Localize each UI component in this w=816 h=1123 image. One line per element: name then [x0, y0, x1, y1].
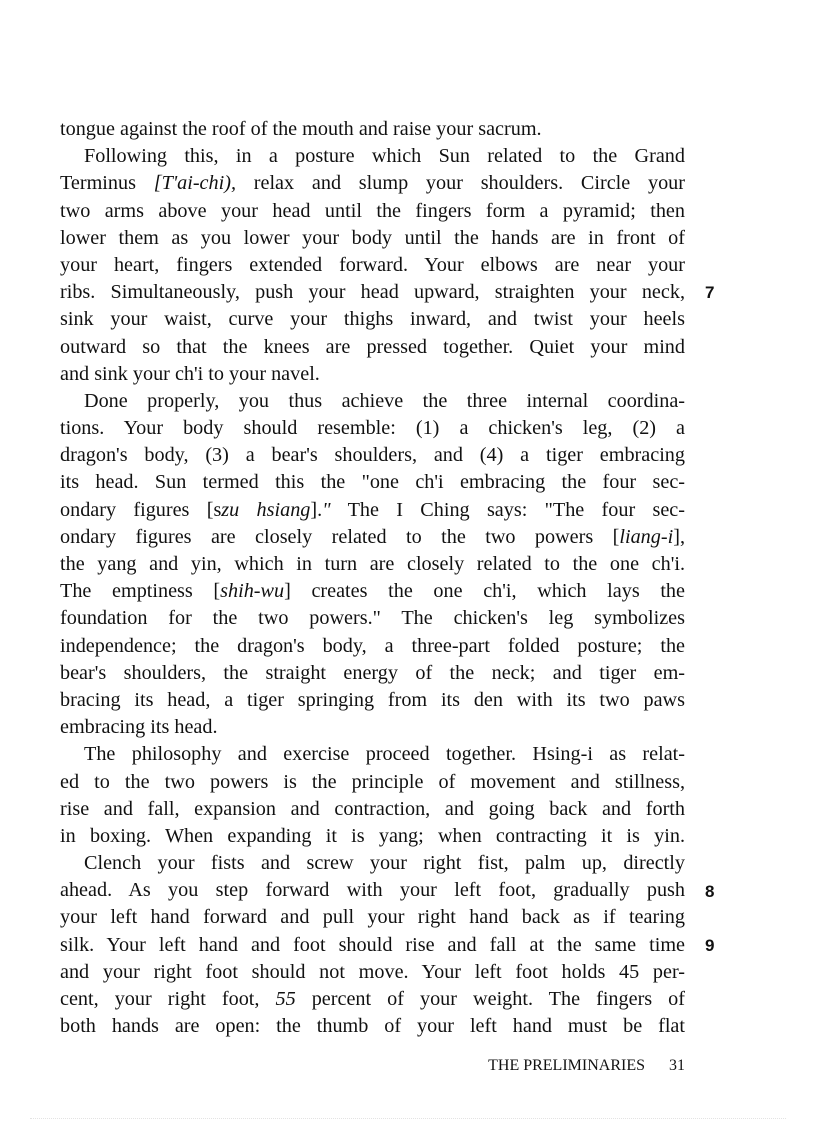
- text-run: bear's shoulders, the straight energy of the neck; and tiger em-: [60, 661, 685, 684]
- text-run: ],: [673, 525, 685, 548]
- text-run: The emptiness [: [60, 580, 221, 603]
- figure-marker: 7: [705, 283, 715, 303]
- text-line: [60, 850, 685, 877]
- text-run: independence; the dragon's body, a three-part folded posture; the: [60, 634, 685, 657]
- text-line: [60, 143, 685, 170]
- text-run: lower them as you lower your body until the hands are in front of: [60, 226, 685, 249]
- text-run: your left hand forward and pull your right hand back as if tearing: [60, 906, 685, 929]
- text-run: in boxing. When expanding it is yang; when contracting it is yin.: [60, 824, 685, 847]
- figure-marker: 9: [705, 936, 715, 955]
- text-line: [60, 225, 685, 252]
- figure-marker: 8: [705, 881, 715, 901]
- text-line: [60, 1013, 685, 1040]
- text-line: [60, 741, 685, 768]
- text-line: [60, 714, 685, 741]
- text-run: ] creates the one ch'i, which lays the: [284, 580, 685, 603]
- text-line: [60, 551, 685, 578]
- italic-term: shih-wu: [220, 580, 285, 603]
- text-line: [60, 388, 685, 415]
- text-line: [60, 877, 685, 904]
- text-run: ahead. As you step forward with your left foot, gradually push: [60, 879, 685, 902]
- text-run: sink your waist, curve your thighs inward, and twist your heels: [60, 308, 685, 331]
- text-line: [60, 823, 685, 850]
- text-line: [60, 605, 685, 632]
- italic-term: [T'ai-chi),: [153, 172, 236, 195]
- text-run: ondary figures [s: [60, 498, 222, 521]
- text-run: tongue against the roof of the mouth and raise your sacrum.: [60, 118, 542, 140]
- running-head: THE PRELIMINARIES: [488, 1057, 645, 1074]
- text-line: [60, 415, 685, 442]
- text-line: [60, 524, 685, 551]
- text-line: [60, 769, 685, 796]
- text-run: bracing its head, a tiger springing from its den with its two paws: [60, 688, 685, 711]
- text-run: Done properly, you thus achieve the three internal coordina-: [84, 389, 685, 412]
- text-run: The philosophy and exercise proceed together. Hsing-i as relat-: [84, 743, 685, 766]
- text-run: dragon's body, (3) a bear's shoulders, and (4) a tiger embracing: [60, 444, 685, 467]
- text-run: ed to the two powers is the principle of movement and stillness,: [60, 770, 685, 793]
- text-line: [60, 361, 685, 388]
- text-run: ].: [310, 498, 323, 521]
- text-line: [60, 306, 685, 333]
- page-number: 31: [669, 1057, 685, 1074]
- text-line: [60, 578, 685, 605]
- text-line: [60, 198, 685, 225]
- text-run: ribs. Simultaneously, push your head upward, straighten your neck,: [60, 281, 685, 304]
- text-line: [60, 252, 685, 279]
- text-line: [60, 660, 685, 687]
- text-run: The I Ching says: "The four sec-: [330, 498, 685, 521]
- text-line: [60, 796, 685, 823]
- italic-term: zu hsiang: [221, 498, 311, 521]
- text-run: both hands are open: the thumb of your left hand must be flat: [60, 1015, 685, 1038]
- italic-term: 55: [275, 988, 296, 1010]
- page-edge: [30, 1118, 786, 1119]
- text-run: its head. Sun termed this the "one ch'i embracing the four sec-: [60, 471, 685, 494]
- text-line: [60, 170, 685, 197]
- text-run: Clench your fists and screw your right fist, palm up, directly: [84, 852, 685, 875]
- text-run: the yang and yin, which in turn are closely related to the one ch'i.: [60, 553, 685, 575]
- text-run: relax and slump your shoulders. Circle your: [236, 172, 685, 195]
- text-line: [60, 497, 685, 524]
- italic-term: ": [322, 498, 331, 521]
- text-run: foundation for the two powers." The chicken's leg symbolizes: [60, 607, 685, 630]
- text-run: embracing its head.: [60, 716, 218, 739]
- body-text: [60, 116, 685, 1040]
- text-line: [60, 986, 685, 1013]
- text-run: and sink your ch'i to your navel.: [60, 362, 320, 385]
- text-run: ondary figures are closely related to the two powers [: [60, 525, 620, 548]
- text-run: Terminus: [60, 172, 154, 195]
- text-run: your heart, fingers extended forward. Your elbows are near your: [60, 253, 685, 276]
- text-line: [60, 959, 685, 986]
- text-run: silk. Your left hand and foot should rise and fall at the same time: [60, 933, 685, 956]
- text-line: [60, 442, 685, 469]
- text-line: [60, 932, 685, 959]
- text-line: [60, 116, 685, 143]
- text-run: percent of your weight. The fingers of: [295, 988, 686, 1010]
- text-run: Following this, in a posture which Sun related to the Grand: [84, 145, 685, 168]
- text-run: tions. Your body should resemble: (1) a chicken's leg, (2) a: [60, 417, 685, 440]
- page-footer: [488, 1057, 685, 1075]
- text-line: [60, 334, 685, 361]
- text-run: cent, your right foot,: [60, 988, 276, 1010]
- text-line: [60, 469, 685, 496]
- text-line: [60, 687, 685, 714]
- text-line: [60, 633, 685, 660]
- italic-term: liang-i: [619, 525, 674, 548]
- text-line: [60, 279, 685, 306]
- text-run: two arms above your head until the fingers form a pyramid; then: [60, 199, 685, 222]
- text-run: rise and fall, expansion and contraction, and going back and forth: [60, 797, 685, 820]
- text-line: [60, 904, 685, 931]
- text-run: outward so that the knees are pressed together. Quiet your mind: [60, 335, 685, 358]
- text-run: and your right foot should not move. Your left foot holds 45 per-: [60, 960, 685, 983]
